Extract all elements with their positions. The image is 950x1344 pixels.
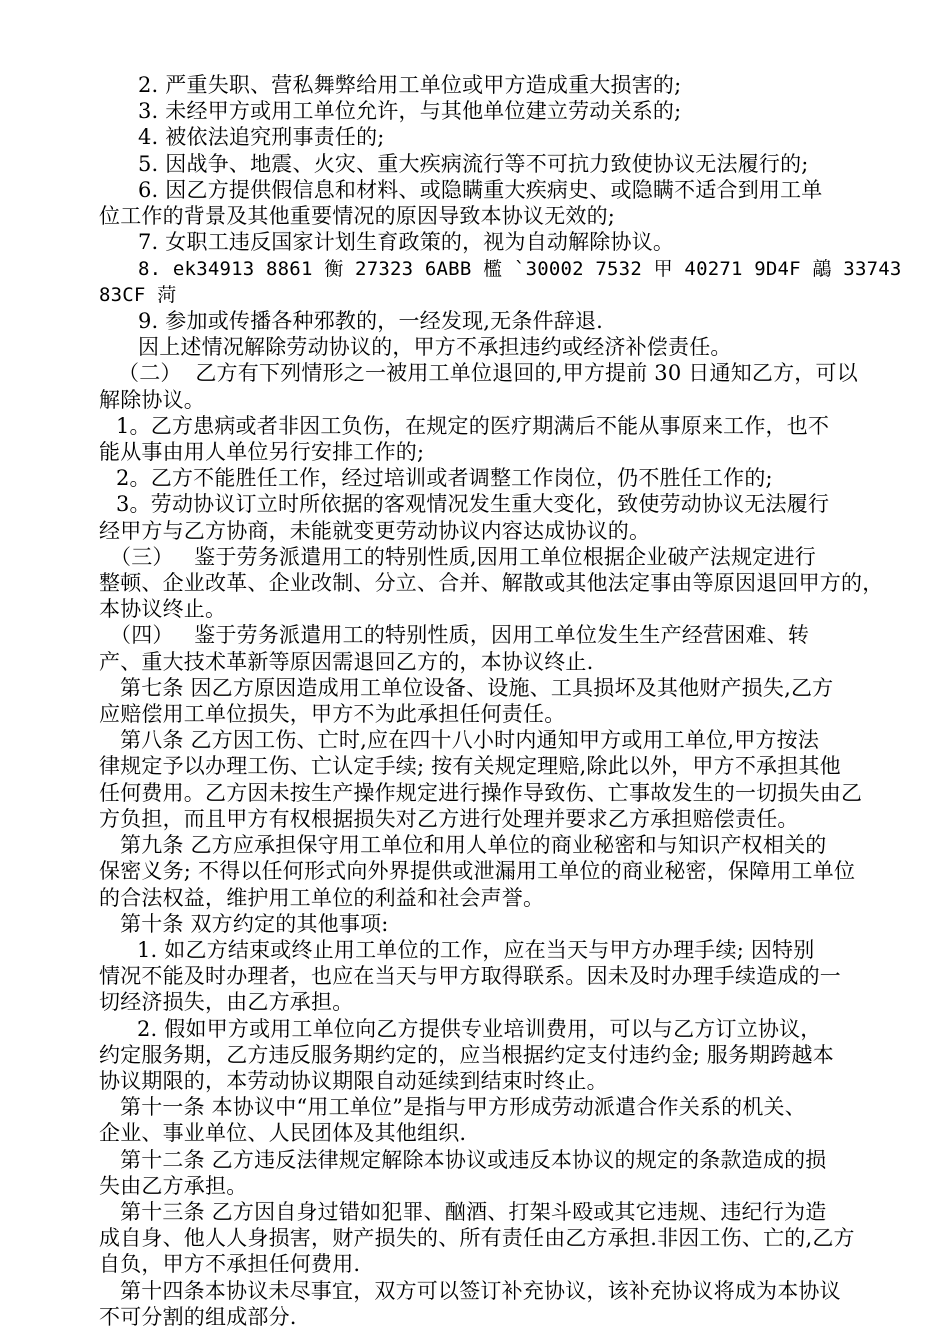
text-line: 能从事由用人单位另行安排工作的; <box>99 439 425 464</box>
text-line: 第七条 因乙方原因造成用工单位设备、设施、工具损坏及其他财产损失,乙方 <box>120 675 834 700</box>
text-line: 切经济损失，由乙方承担。 <box>99 990 354 1015</box>
text-line: 企业、事业单位、人民团体及其他组织. <box>99 1121 467 1146</box>
text-line: 成自身、他人人身损害，财产损失的、所有责任由乙方承担.非因工伤、亡的,乙方 <box>99 1226 855 1251</box>
text-line: 任何费用。乙方因未按生产操作规定进行操作导致伤、亡事故发生的一切损失由乙 <box>99 780 863 805</box>
text-line: 因上述情况解除劳动协议的，甲方不承担违约或经济补偿责任。 <box>138 335 732 360</box>
text-line: 第十三条 乙方因自身过错如犯罪、酗酒、打架斗殴或其它违规、违纪行为造 <box>120 1200 827 1224</box>
text-line: 经甲方与乙方协商，未能就变更劳动协议内容达成协议的。 <box>99 518 651 543</box>
garbled-text-line: 83CF 菏 <box>99 283 177 306</box>
text-line: 3。劳动协议订立时所依据的客观情况发生重大变化，致使劳动协议无法履行 <box>116 492 830 517</box>
garbled-text-line: 8. ek34913 8861 衡 27323 6ABB 檻 `30002 7532 甲 40271 9D4F 鶮 33743 <box>138 257 902 280</box>
text-line: 6. 因乙方提供假信息和材料、或隐瞒重大疾病史、或隐瞒不适合到用工单 <box>138 177 823 202</box>
text-line: 应赔偿用工单位损失，甲方不为此承担任何责任。 <box>99 702 566 726</box>
text-line: 失由乙方承担。 <box>99 1173 248 1198</box>
text-line: 1。乙方患病或者非因工负伤，在规定的医疗期满后不能从事原来工作，也不 <box>116 413 830 438</box>
text-line: 第八条 乙方因工伤、亡时,应在四十八小时内通知甲方或用工单位,甲方按法 <box>120 728 820 753</box>
text-line: 产、重大技术革新等原因需退回乙方的，本协议终止. <box>99 649 594 674</box>
text-line: 协议期限的，本劳动协议期限自动延续到结束时终止。 <box>99 1068 608 1093</box>
text-line: 第十四条本协议未尽事宜，双方可以签订补充协议，该补充协议将成为本协议 <box>120 1278 841 1303</box>
text-line: （二） 乙方有下列情形之一被用工单位退回的,甲方提前 30 日通知乙方，可以 <box>118 361 858 386</box>
text-line: 4. 被依法追究刑事责任的; <box>138 125 385 150</box>
text-line: （四） 鉴于劳务派遣用工的特别性质，因用工单位发生生产经营困难、转 <box>110 623 810 648</box>
text-line: 位工作的背景及其他重要情况的原因导致本协议无效的; <box>99 204 616 228</box>
text-line: 不可分割的组成部分. <box>99 1304 297 1329</box>
text-line: 3. 未经甲方或用工单位允许，与其他单位建立劳动关系的; <box>138 99 682 124</box>
text-line: 2. 严重失职、营私舞弊给用工单位或甲方造成重大损害的; <box>138 73 682 97</box>
text-line: 自负，甲方不承担任何费用. <box>99 1252 361 1277</box>
text-line: 整顿、企业改革、企业改制、分立、合并、解散或其他法定事由等原因退回甲方的， <box>99 571 884 595</box>
text-line: 第十二条 乙方违反法律规定解除本协议或违反本协议的规定的条款造成的损 <box>120 1147 827 1172</box>
text-line: 第九条 乙方应承担保守用工单位和用人单位的商业秘密和与知识产权相关的 <box>120 833 827 857</box>
text-line: 9. 参加或传播各种邪教的，一经发现,无条件辞退. <box>138 308 604 333</box>
text-line: 第十条 双方约定的其他事项: <box>120 911 389 936</box>
text-line: 保密义务; 不得以任何形式向外界提供或泄漏用工单位的商业秘密，保障用工单位 <box>99 859 856 884</box>
text-line: 1. 如乙方结束或终止用工单位的工作，应在当天与甲方办理手续; 因特别 <box>137 937 815 962</box>
text-line: （三） 鉴于劳务派遣用工的特别性质,因用工单位根据企业破产法规定进行 <box>110 544 816 569</box>
text-line: 2. 假如甲方或用工单位向乙方提供专业培训费用，可以与乙方订立协议， <box>137 1016 822 1041</box>
text-line: 方负担，而且甲方有权根据损失对乙方进行处理并要求乙方承担赔偿责任。 <box>99 806 799 831</box>
text-line: 7. 女职工违反国家计划生育政策的，视为自动解除协议。 <box>138 230 675 255</box>
text-line: 5. 因战争、地震、火灾、重大疾病流行等不可抗力致使协议无法履行的; <box>138 151 809 176</box>
text-line: 情况不能及时办理者，也应在当天与甲方取得联系。因未及时办理手续造成的一 <box>99 964 841 989</box>
text-line: 的合法权益，维护用工单位的利益和社会声誉。 <box>99 885 545 910</box>
text-line: 律规定予以办理工伤、亡认定手续; 按有关规定理赔,除此以外，甲方不承担其他 <box>99 754 841 779</box>
text-line: 约定服务期，乙方违反服务期约定的，应当根据约定支付违约金; 服务期跨越本 <box>99 1042 834 1067</box>
text-line: 第十一条 本协议中“用工单位”是指与甲方形成劳动派遣合作关系的机关、 <box>120 1095 806 1120</box>
text-line: 本协议终止。 <box>99 597 227 622</box>
text-line: 解除协议。 <box>99 387 205 412</box>
text-line: 2。乙方不能胜任工作，经过培训或者调整工作岗位，仍不胜任工作的; <box>116 466 773 491</box>
